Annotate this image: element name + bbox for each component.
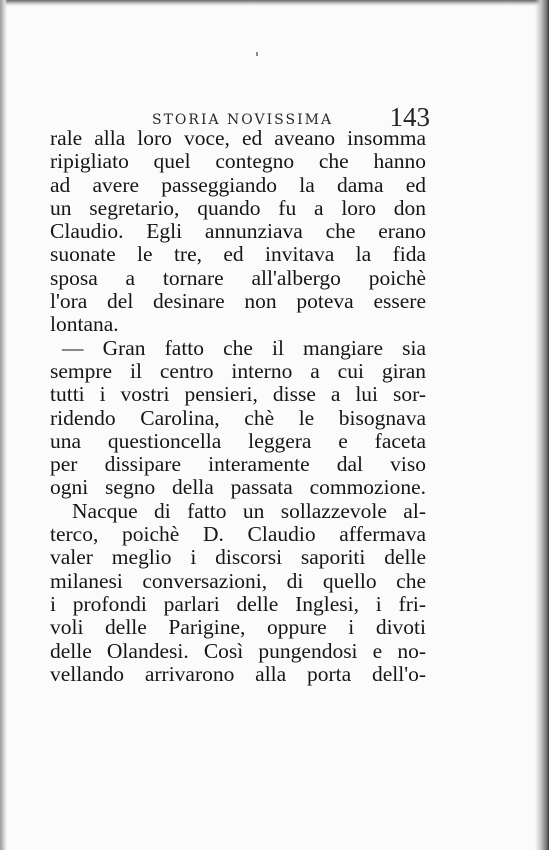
- text-line: ridendo Carolina, chè le bisognava: [50, 405, 426, 430]
- text-line: tutti i vostri pensieri, disse a lui sor-: [50, 382, 426, 407]
- running-title: STORIA NOVISSIMA: [152, 112, 334, 128]
- text-line: rale alla loro voce, ed aveano insomma: [50, 126, 426, 150]
- text-line: voli delle Parigine, oppure i divoti: [50, 615, 426, 640]
- body-text: [50, 127, 426, 686]
- text-line: lontana.: [50, 312, 119, 337]
- text-line: Claudio. Egli annunziava che erano: [50, 219, 426, 244]
- text-line: l'ora del desinare non poteva essere: [50, 289, 426, 314]
- text-line: ripigliato quel contegno che hanno: [50, 149, 426, 174]
- text-line: Nacque di fatto un sollazzevole al-: [72, 498, 426, 523]
- text-line: per dissipare interamente dal viso: [50, 452, 426, 477]
- text-line: vellando arrivarono alla porta dell'o-: [50, 661, 426, 686]
- text-line: una questioncella leggera e faceta: [50, 428, 426, 453]
- text-line: sempre il centro interno a cui giran: [50, 358, 426, 383]
- page-number: 143: [389, 102, 430, 132]
- text-line: suonate le tre, ed invitava la fida: [50, 242, 426, 267]
- text-line: ogni segno della passata commozione.: [50, 475, 426, 500]
- text-line: terco, poichè D. Claudio affermava: [50, 522, 426, 547]
- ink-speck: [256, 52, 258, 56]
- page-top-shadow: [0, 0, 549, 6]
- text-line: milanesi conversazioni, di quello che: [50, 568, 426, 593]
- text-line: — Gran fatto che il mangiare sia: [62, 335, 426, 360]
- text-line: valer meglio i discorsi saporiti delle: [50, 545, 426, 570]
- text-line: i profondi parlari delle Inglesi, i fri-: [50, 591, 426, 616]
- page-left-shadow: [0, 0, 7, 850]
- text-line: un segretario, quando fu a loro don: [50, 195, 426, 220]
- text-line: ad avere passeggiando la dama ed: [50, 172, 426, 197]
- text-line: sposa a tornare all'albergo poichè: [50, 265, 426, 290]
- page-spine-shadow: [535, 0, 549, 850]
- text-line: delle Olandesi. Così pungendosi e no-: [50, 638, 426, 663]
